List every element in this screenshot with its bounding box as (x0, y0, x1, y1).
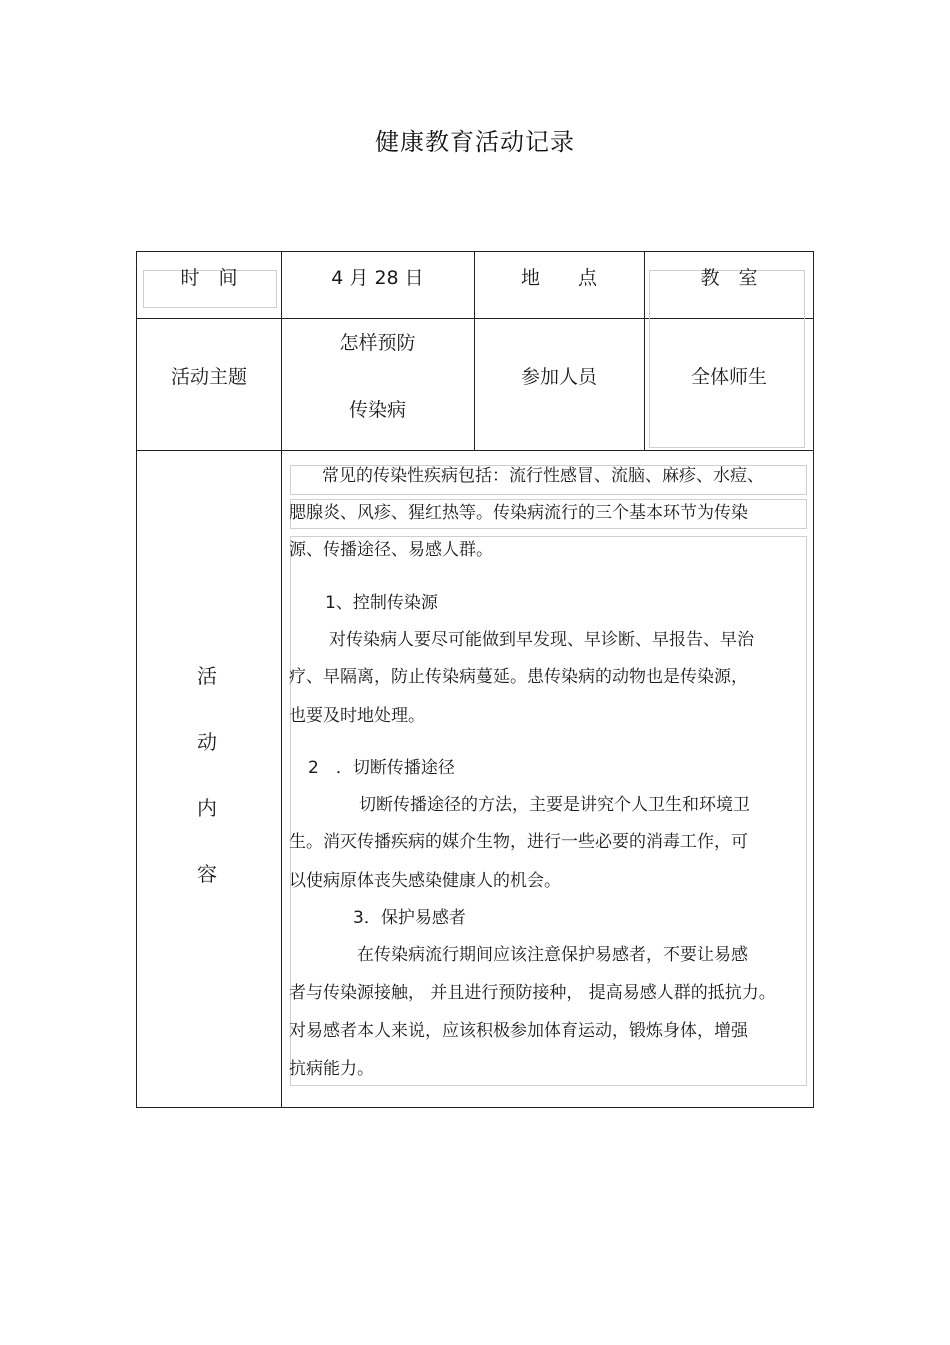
section-heading: 2 ．切断传播途径 (308, 758, 455, 778)
record-table (136, 251, 814, 1108)
content-label-char: 动 (197, 730, 217, 754)
content-line: 以使病原体丧失感染健康人的机会。 (289, 871, 561, 891)
content-line: 疗、早隔离，防止传染病蔓延。患传染病的动物也是传染源， (289, 667, 748, 687)
place-value: 教 室 (700, 267, 758, 289)
content-label-char: 活 (197, 664, 217, 688)
theme-value-line2: 传染病 (348, 399, 406, 421)
content-line: 对传染病人要尽可能做到早发现、早诊断、早报告、早治 (329, 630, 754, 650)
content-line: 源、传播途径、易感人群。 (289, 540, 493, 560)
content-line: 在传染病流行期间应该注意保护易感者，不要让易感 (357, 945, 748, 965)
time-label: 时 间 (180, 267, 238, 289)
time-value: 4 月 28 日 (331, 267, 424, 289)
participants-label: 参加人员 (520, 366, 597, 388)
section-heading: 3．保护易感者 (353, 908, 466, 928)
column-divider (281, 252, 282, 1107)
content-line: 抗病能力。 (289, 1059, 374, 1079)
content-label-char: 容 (197, 862, 217, 886)
section-heading: 1、控制传染源 (325, 593, 438, 613)
theme-label: 活动主题 (170, 366, 247, 388)
content-line: 对易感者本人来说，应该积极参加体育运动，锻炼身体，增强 (289, 1021, 748, 1041)
participants-value: 全体师生 (690, 366, 767, 388)
place-label: 地 点 (520, 267, 597, 289)
content-label-char: 内 (197, 796, 217, 820)
content-line: 生。消灭传播疾病的媒介生物，进行一些必要的消毒工作，可 (289, 832, 748, 852)
content-line: 腮腺炎、风疹、猩红热等。传染病流行的三个基本环节为传染 (289, 503, 748, 523)
theme-value-line1: 怎样预防 (339, 332, 416, 354)
content-line: 切断传播途径的方法，主要是讲究个人卫生和环境卫 (359, 795, 750, 815)
content-line: 也要及时地处理。 (289, 706, 425, 726)
document-title: 健康教育活动记录 (375, 128, 575, 156)
faint-box (649, 270, 805, 448)
content-line: 常见的传染性疾病包括：流行性感冒、流脑、麻疹、水痘、 (305, 466, 764, 486)
row-divider (137, 450, 813, 451)
content-line: 者与传染源接触， 并且进行预防接种， 提高易感人群的抵抗力。 (289, 983, 776, 1003)
